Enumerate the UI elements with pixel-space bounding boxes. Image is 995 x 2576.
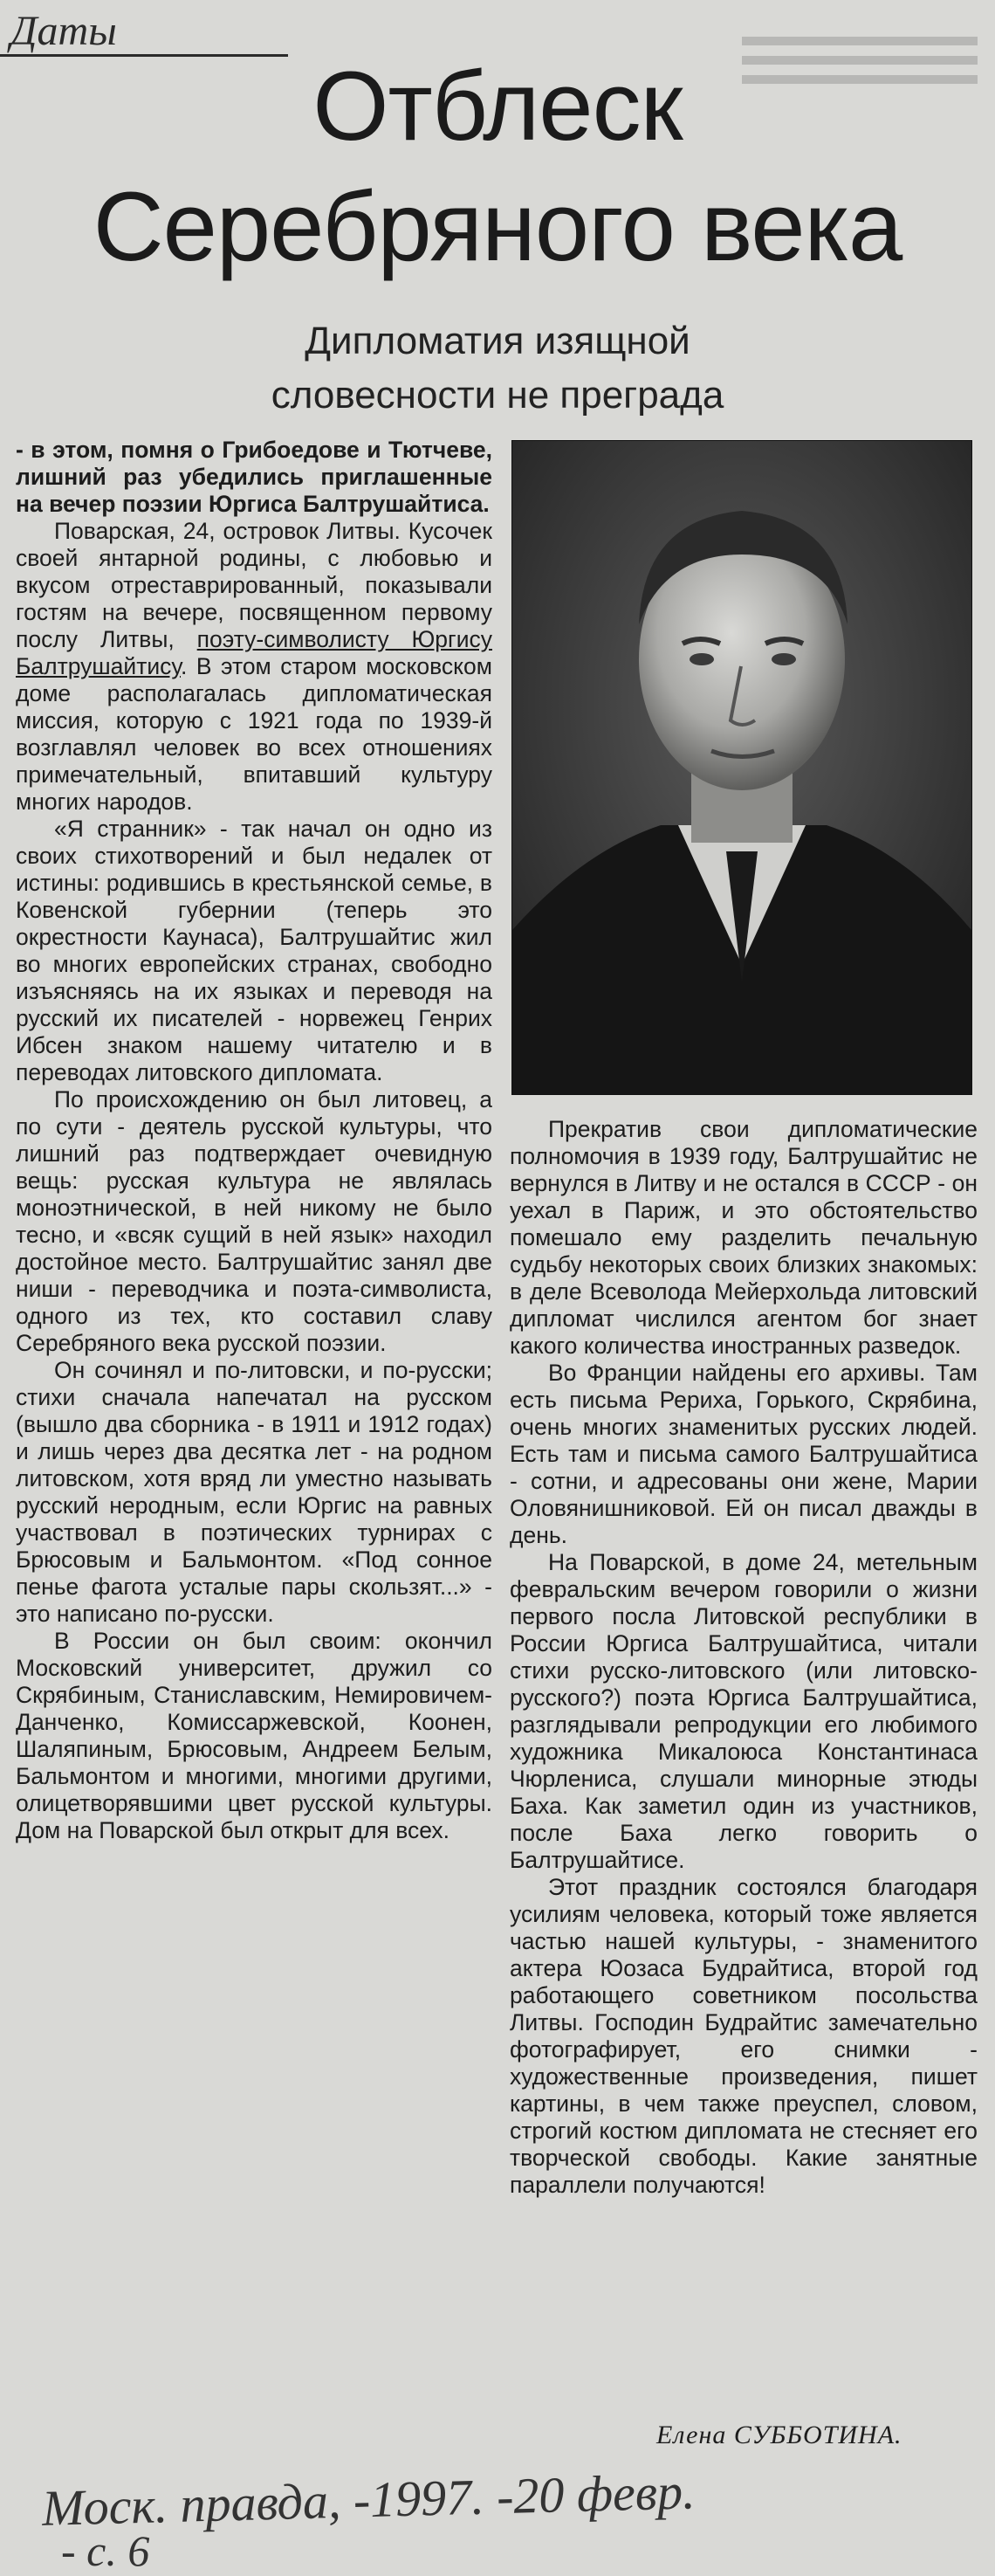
portrait-photo: [511, 440, 972, 1095]
rubric-label: Даты: [10, 8, 117, 54]
paragraph-5: В России он был своим: окончил Московский университет, дружил со Скрябиным, Станиславским, Немировичем-Данченко, Комиссаржевской, Коонен, Шаляпиным, Брюсовым, Андреем Белым, Бальмонтом и многими, многими другими, олицетворявшими цвет русской культуры. Дом на Поварской был открыт для всех.: [16, 1628, 492, 1843]
paragraph-1-text-a: Поварская, 24, островок Литвы. Кусочек своей янтарной родины, с любовью и вкусом отреставрированный, показывали гостям на вечере, посвященном первому послу Литвы,: [16, 518, 492, 652]
paragraph-6: Прекратив свои дипломатические полномочия в 1939 году, Балтрушайтис не вернулся в Литву и не остался в СССР - он уехал в Париж, и это обстоятельство помешало ему разделить печальную судьбу некоторых своих близких знакомых: в деле Всеволода Мейерхольда литовский дипломат числился агентом бог знает какого количества иностранных разведок.: [510, 1116, 978, 1359]
paragraph-9: Этот праздник состоялся благодаря усилиям человека, который тоже является частью нашей культуры, - знаменитого актера Юозаса Будрайтиса, второй год работающего советником посольства Литвы. Господин Будрайтис замечательно фотографирует, его снимки - художественные произведения, пишет картины, в чем также преуспел, словом, строгий костюм дипломата не стесняет его творческой свободы. Какие занятные параллели получаются!: [510, 1874, 978, 2198]
portrait-drawing: [512, 441, 971, 1094]
subheadline-line-1: Дипломатия изящной: [305, 320, 690, 362]
paragraph-3: По происхождению он был литовец, а по сути - деятель русской культуры, что лишний раз подтверждает очевидную вещь: русская культура не являлась моноэтнической, в ней никому не было тесно, и «всяк сущий в ней язык» находил достойное место. Балтрушайтис занял две ниши - переводчика и поэта-символиста, одного из тех, кто составил славу Серебряного века русской поэзии.: [16, 1086, 492, 1356]
handwritten-source-note: Моск. правда, -1997. -20 февр.: [41, 2462, 696, 2537]
paragraph-1-underlined: поэту-символисту Юргису Балтрушайтису: [16, 626, 492, 679]
article-column-right: [510, 1116, 978, 2199]
author-signature: Елена СУББОТИНА.: [656, 2421, 902, 2449]
paragraph-1: [16, 518, 492, 816]
lead-paragraph: - в этом, помня о Грибоедове и Тютчеве, лишний раз убедились приглашенные на вечер поэзии Юргиса Балтрушайтиса.: [16, 437, 492, 517]
paragraph-8: На Поварской, в доме 24, метельным февральским вечером говорили о жизни первого посла Литовской республики в России Юргиса Балтрушайтиса, читали стихи русско-литовского (или литовско-русского?) поэта Юргиса Балтрушайтиса, разглядывали репродукции его любимого художника Микалоюса Константинаса Чюрлениса, слушали минорные этюды Баха. Как заметил один из участников, после Баха легко говорить о Балтрушайтисе.: [510, 1549, 978, 1873]
handwritten-page-note: - с. 6: [61, 2526, 150, 2575]
subheadline: [131, 314, 864, 423]
paragraph-1-text-b: . В этом старом московском доме располагалась дипломатическая миссия, которую с 1921 года по 1939-й возглавлял человек во всех отношениях примечательный, впитавший культуру многих народов.: [16, 653, 492, 815]
headline-line-2: Серебряного века: [93, 172, 902, 281]
paragraph-2: «Я странник» - так начал он одно из своих стихотворений и был недалек от истины: родившись в крестьянской семье, в Ковенской губернии (теперь это окрестности Каунаса), Балтрушайтис жил во многих европейских странах, свободно изъясняясь на их языках и переводя на русский их писателей - норвежец Генрих Ибсен знаком нашему читателю и в переводах литовского дипломата.: [16, 816, 492, 1085]
paragraph-7: Во Франции найдены его архивы. Там есть письма Рериха, Горького, Скрябина, очень многих знаменитых русских людей. Есть там и письма самого Балтрушайтиса - сотни, и адресованы они жене, Марии Оловянишниковой. Ей он писал дважды в день.: [510, 1360, 978, 1548]
paragraph-4: Он сочинял и по-литовски, и по-русски; стихи сначала напечатал на русском (вышло два сборника - в 1911 и 1912 годах) и лишь через два десятка лет - на родном литовском, хотя вряд ли уместно называть русский неродным, если Юргис на равных участвовал в поэтических турнирах с Брюсовым и Бальмонтом. «Под сонное пенье фагота усталые пары скользят...» - это написано по-русски.: [16, 1357, 492, 1627]
article-column-left: [16, 437, 492, 1844]
subheadline-line-2: словесности не преграда: [271, 374, 724, 417]
headline-line-1: Отблеск: [312, 52, 683, 161]
